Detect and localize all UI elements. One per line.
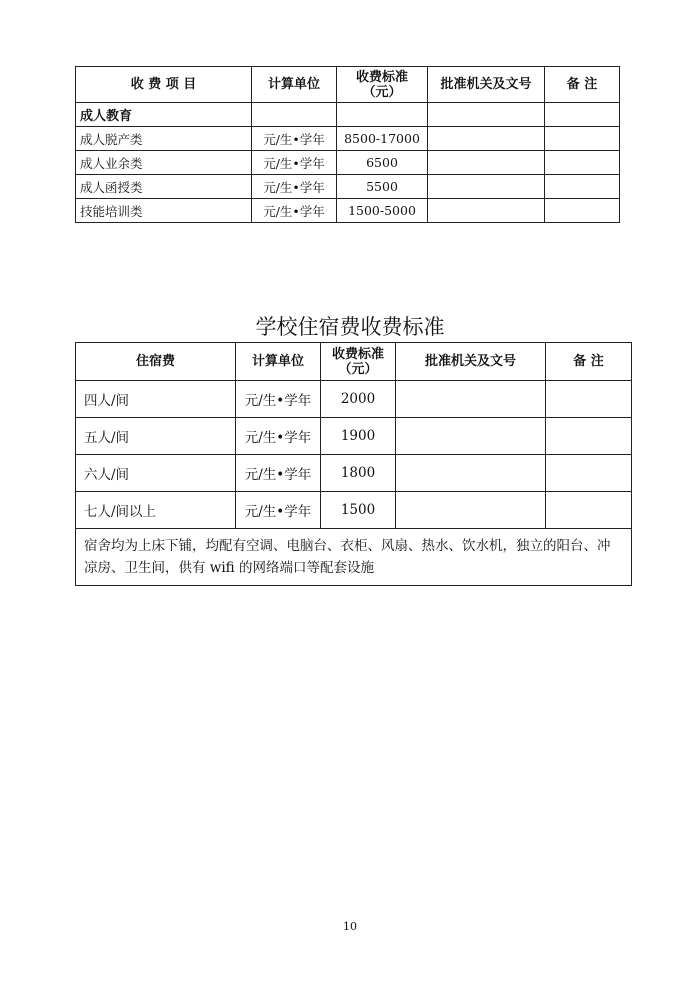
row-unit: 元/生•学年 bbox=[252, 199, 337, 223]
row-fee: 2000 bbox=[321, 381, 396, 418]
row-approval bbox=[396, 418, 546, 455]
row-fee: 1500-5000 bbox=[337, 199, 428, 223]
row-item: 技能培训类 bbox=[76, 199, 252, 223]
row-item: 四人/间 bbox=[76, 381, 236, 418]
row-fee: 6500 bbox=[337, 151, 428, 175]
row-unit: 元/生•学年 bbox=[252, 127, 337, 151]
col-header-unit: 计算单位 bbox=[252, 67, 337, 103]
accommodation-fee-table bbox=[75, 342, 632, 586]
note-row bbox=[76, 529, 632, 586]
table-row bbox=[76, 455, 632, 492]
row-approval bbox=[396, 381, 546, 418]
row-unit: 元/生•学年 bbox=[252, 151, 337, 175]
row-remark bbox=[546, 418, 632, 455]
row-fee: 1500 bbox=[321, 492, 396, 529]
row-item: 六人/间 bbox=[76, 455, 236, 492]
table-row bbox=[76, 418, 632, 455]
row-remark bbox=[546, 492, 632, 529]
row-item: 成人业余类 bbox=[76, 151, 252, 175]
col-header-remark: 备 注 bbox=[545, 67, 620, 103]
row-item: 五人/间 bbox=[76, 418, 236, 455]
row-approval bbox=[428, 175, 545, 199]
row-remark bbox=[546, 455, 632, 492]
row-fee: 5500 bbox=[337, 175, 428, 199]
row-unit: 元/生•学年 bbox=[252, 175, 337, 199]
table-row bbox=[76, 492, 632, 529]
table-row bbox=[76, 175, 620, 199]
row-fee: 1900 bbox=[321, 418, 396, 455]
row-remark bbox=[545, 127, 620, 151]
col-header-fee: 收费标准 （元） bbox=[337, 67, 428, 103]
row-remark bbox=[546, 381, 632, 418]
section-row bbox=[76, 103, 620, 127]
table-row bbox=[76, 151, 620, 175]
row-unit: 元/生•学年 bbox=[236, 455, 321, 492]
row-unit: 元/生•学年 bbox=[236, 418, 321, 455]
accommodation-fee-title: 学校住宿费收费标准 bbox=[255, 315, 445, 339]
col-header-approval: 批准机关及文号 bbox=[428, 67, 545, 103]
col-header-unit: 计算单位 bbox=[236, 343, 321, 381]
row-item: 七人/间以上 bbox=[76, 492, 236, 529]
row-remark bbox=[545, 175, 620, 199]
facility-note: 宿舍均为上床下铺，均配有空调、电脑台、衣柜、风扇、热水、饮水机，独立的阳台、冲凉房、卫生间，供有 wifi 的网络端口等配套设施 bbox=[76, 529, 632, 586]
row-fee: 1800 bbox=[321, 455, 396, 492]
table-row bbox=[76, 381, 632, 418]
row-approval bbox=[396, 492, 546, 529]
col-header-approval: 批准机关及文号 bbox=[396, 343, 546, 381]
col-header-item: 住宿费 bbox=[76, 343, 236, 381]
col-header-fee: 收费标准 （元） bbox=[321, 343, 396, 381]
table-row bbox=[76, 127, 620, 151]
row-remark bbox=[545, 151, 620, 175]
col-header-item: 收 费 项 目 bbox=[76, 67, 252, 103]
table-header-row bbox=[76, 343, 632, 381]
row-unit: 元/生•学年 bbox=[236, 381, 321, 418]
section-title: 成人教育 bbox=[76, 103, 252, 127]
row-item: 成人脱产类 bbox=[76, 127, 252, 151]
page-number: 10 bbox=[343, 920, 357, 933]
row-remark bbox=[545, 199, 620, 223]
row-approval bbox=[396, 455, 546, 492]
row-unit: 元/生•学年 bbox=[236, 492, 321, 529]
row-approval bbox=[428, 199, 545, 223]
col-header-remark: 备 注 bbox=[546, 343, 632, 381]
table-header-row bbox=[76, 67, 620, 103]
row-approval bbox=[428, 151, 545, 175]
adult-education-fee-table bbox=[75, 66, 620, 223]
row-approval bbox=[428, 127, 545, 151]
table-row bbox=[76, 199, 620, 223]
row-item: 成人函授类 bbox=[76, 175, 252, 199]
row-fee: 8500-17000 bbox=[337, 127, 428, 151]
